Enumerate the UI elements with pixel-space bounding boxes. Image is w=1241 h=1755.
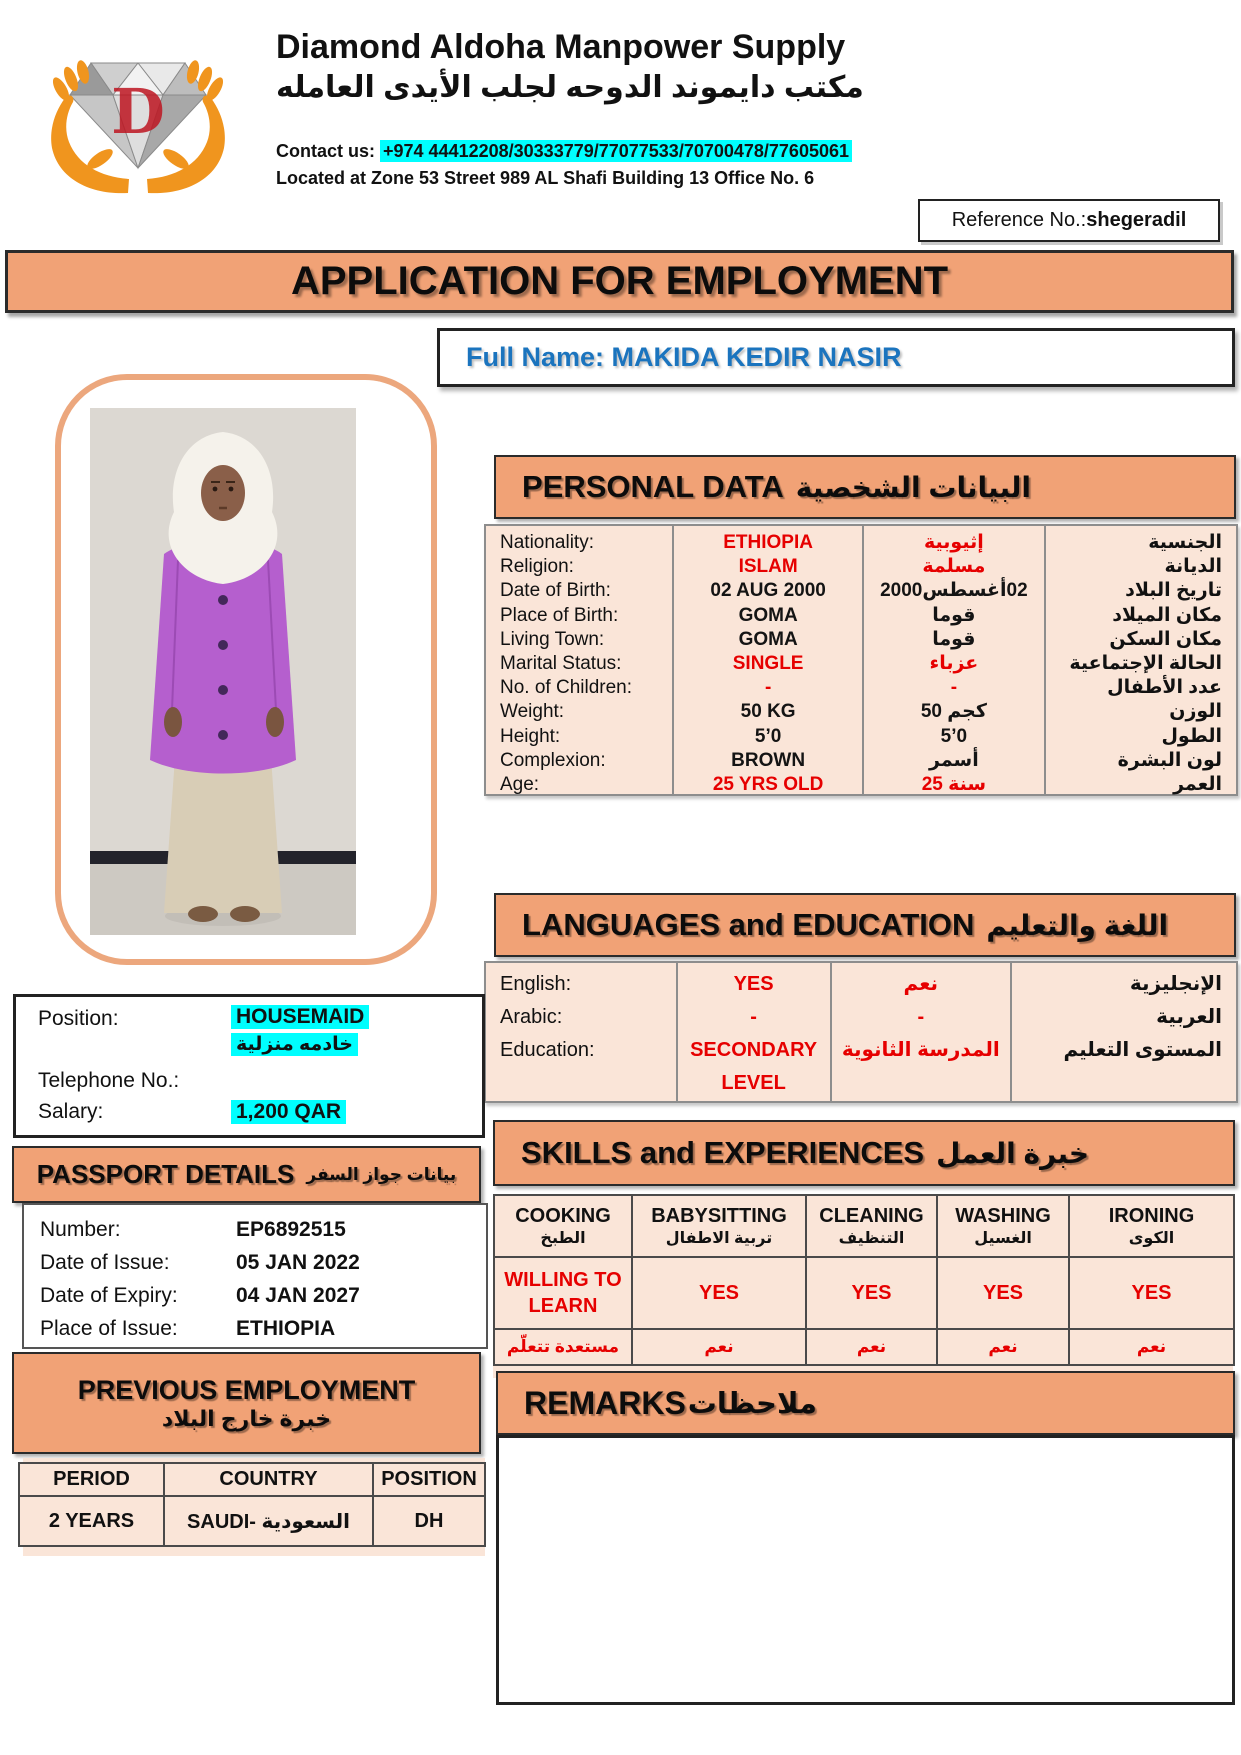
field-label: Date of Expiry: — [40, 1284, 178, 1307]
field-label-arabic: الطول — [1161, 725, 1222, 747]
table-cell: DH — [414, 1509, 444, 1532]
field-label: Age: — [500, 773, 540, 795]
skill-value-text: WILLING TO LEARN — [504, 1269, 622, 1317]
field-label: Number: — [40, 1218, 121, 1241]
position-label: Position: — [38, 1007, 119, 1030]
field-value: LEVEL — [721, 1072, 786, 1094]
skill-name-arabic: التنظيف — [838, 1229, 905, 1247]
field-value-arabic: 02أغسطس2000 — [880, 580, 1028, 602]
field-label: Place of Issue: — [40, 1317, 178, 1340]
field-label: Weight: — [500, 701, 565, 723]
field-label-arabic: الديانة — [1164, 556, 1222, 578]
personal-data-title: PERSONAL DATA — [522, 469, 784, 504]
personal-data-header — [494, 455, 1236, 519]
field-label: Arabic: — [500, 1006, 563, 1028]
field-value: SINGLE — [732, 652, 804, 674]
reference-value: shegeradil — [1086, 209, 1187, 231]
field-label: Place of Birth: — [500, 604, 619, 626]
passport-row — [24, 1246, 486, 1279]
skill-value-text: YES — [698, 1282, 740, 1304]
skill-name: WASHING — [955, 1204, 1051, 1227]
passport-title-arabic: بيانات جواز السفر — [306, 1164, 457, 1184]
passport-details-header — [12, 1146, 481, 1203]
skill-value-arabic — [495, 1330, 633, 1364]
field-label-arabic: المستوى التعليم — [1063, 1039, 1222, 1061]
skill-name: COOKING — [515, 1204, 611, 1227]
field-label-arabic: تاريخ البلاد — [1125, 580, 1222, 602]
field-value: YES — [733, 973, 774, 995]
column-header: COUNTRY — [165, 1464, 374, 1497]
skill-name-arabic: الغسيل — [974, 1229, 1032, 1247]
field-label-arabic: الجنسية — [1148, 532, 1222, 553]
field-value: 5’0 — [754, 725, 782, 747]
field-label-arabic: العمر — [1173, 773, 1222, 795]
languages-title: LANGUAGES and EDUCATION — [522, 907, 975, 942]
skill-header — [495, 1196, 633, 1258]
full-name-box — [437, 328, 1235, 387]
previous-employment-header — [12, 1352, 481, 1454]
language-values-arabic-column — [832, 963, 1013, 1101]
personal-labels-column — [486, 526, 674, 794]
skill-value-text: YES — [982, 1282, 1024, 1304]
field-value-arabic: - — [917, 1006, 925, 1028]
field-value-arabic: 5’0 — [940, 725, 968, 747]
passport-row — [24, 1213, 486, 1246]
field-value-arabic: نعم — [903, 973, 939, 995]
personal-data-table — [484, 524, 1238, 796]
column-header: PERIOD — [20, 1464, 165, 1497]
personal-labels-arabic-column — [1046, 526, 1236, 794]
applicant-photo-image — [90, 408, 356, 935]
languages-education-header — [494, 893, 1236, 957]
column-header: POSITION — [374, 1464, 484, 1497]
field-value-arabic: قوما — [932, 604, 976, 626]
skill-name-arabic: الكوى — [1128, 1229, 1175, 1247]
position-salary-box — [13, 994, 485, 1138]
field-value-arabic: المدرسة الثانوية — [841, 1039, 1000, 1061]
field-value-arabic: 50 كجم — [920, 701, 987, 723]
skill-header — [1070, 1196, 1233, 1258]
field-label: Height: — [500, 725, 561, 747]
applicant-photo — [90, 408, 356, 935]
field-label-arabic: الحالة الإجتماعية — [1069, 652, 1222, 674]
passport-title: PASSPORT DETAILS — [36, 1159, 295, 1189]
field-value: 02 AUG 2000 — [710, 580, 826, 602]
language-labels-column — [486, 963, 678, 1101]
field-label: Date of Issue: — [40, 1251, 170, 1274]
language-labels-arabic-column — [1012, 963, 1236, 1101]
field-label-arabic: الوزن — [1169, 701, 1222, 723]
position-value-arabic: خادمه منزلية — [231, 1033, 358, 1056]
skill-value-arabic-text: نعم — [856, 1337, 887, 1356]
field-value: 05 JAN 2022 — [236, 1251, 360, 1274]
field-label: Marital Status: — [500, 652, 622, 674]
skill-header — [938, 1196, 1070, 1258]
address-line: Located at Zone 53 Street 989 AL Shafi Building 13 Office No. 6 — [276, 168, 815, 188]
field-value: EP6892515 — [236, 1218, 346, 1241]
skill-value — [495, 1258, 633, 1330]
reference-label: Reference No.: — [951, 209, 1087, 231]
skill-name: IRONING — [1108, 1204, 1195, 1227]
field-label: Date of Birth: — [500, 580, 611, 602]
field-value: 50 KG — [740, 701, 796, 723]
field-label-arabic: مكان الميلاد — [1112, 604, 1222, 626]
passport-row — [24, 1279, 486, 1312]
skills-title-arabic: خبرة العمل — [936, 1137, 1090, 1169]
reference-number-box — [918, 199, 1220, 242]
skill-value-arabic — [633, 1330, 807, 1364]
salary-label: Salary: — [38, 1100, 104, 1123]
field-value: 25 YRS OLD — [712, 773, 824, 795]
field-label: Complexion: — [500, 749, 606, 771]
skill-name-arabic: تربية الاطفال — [665, 1229, 773, 1247]
skill-value-arabic — [807, 1330, 938, 1364]
field-label: Living Town: — [500, 628, 605, 650]
field-value-arabic: مسلمة — [922, 556, 986, 578]
personal-data-title-arabic: البيانات الشخصية — [795, 471, 1032, 503]
skill-value-arabic-text: نعم — [704, 1337, 734, 1356]
previous-employment-title: PREVIOUS EMPLOYMENT — [77, 1374, 416, 1405]
field-value: - — [750, 1006, 757, 1028]
skills-table — [493, 1194, 1235, 1366]
field-value: SECONDARY — [690, 1039, 818, 1061]
skills-title: SKILLS and EXPERIENCES — [521, 1135, 925, 1170]
company-name: Diamond Aldoha Manpower Supply — [276, 28, 846, 66]
personal-values-arabic-column — [864, 526, 1045, 794]
skill-value — [1070, 1258, 1233, 1330]
remarks-box — [496, 1435, 1235, 1705]
company-name-arabic: مكتب دايموند الدوحه لجلب الأيدى العامله — [276, 71, 864, 104]
banner-title: APPLICATION FOR EMPLOYMENT — [290, 259, 949, 303]
field-value: ETHIOPIA — [723, 532, 813, 553]
full-name-text: Full Name: MAKIDA KEDIR NASIR — [466, 342, 902, 372]
language-values-column — [678, 963, 832, 1101]
telephone-label: Telephone No.: — [38, 1069, 180, 1092]
remarks-title-arabic: ملاحظات — [687, 1387, 817, 1420]
field-value: BROWN — [731, 749, 806, 771]
svg-text:D: D — [111, 75, 165, 148]
salary-value: 1,200 QAR — [231, 1100, 346, 1124]
field-value: 04 JAN 2027 — [236, 1284, 360, 1307]
field-value: - — [764, 677, 772, 699]
field-value-arabic: عزباء — [929, 652, 979, 674]
previous-employment-table — [18, 1462, 486, 1547]
field-label-arabic: مكان السكن — [1109, 628, 1222, 650]
position-value: HOUSEMAID — [231, 1005, 369, 1029]
skill-value-arabic-text: نعم — [988, 1337, 1018, 1356]
skill-value-arabic — [938, 1330, 1070, 1364]
field-value-arabic: - — [950, 677, 958, 699]
field-label: No. of Children: — [500, 677, 633, 699]
skill-value — [938, 1258, 1070, 1330]
personal-values-column — [674, 526, 864, 794]
skill-value-arabic-text: نعم — [1136, 1337, 1167, 1356]
field-value: ISLAM — [738, 556, 798, 578]
skill-name: BABYSITTING — [651, 1204, 787, 1227]
field-value-arabic: قوما — [932, 628, 976, 650]
remarks-title: REMARKS — [524, 1384, 686, 1421]
table-cell: SAUDI- السعودية — [165, 1497, 374, 1545]
company-logo — [28, 33, 248, 195]
skill-value-text: YES — [1131, 1282, 1172, 1304]
skills-experiences-header — [493, 1120, 1235, 1186]
languages-title-arabic: اللغة والتعليم — [986, 909, 1169, 941]
field-value-arabic: إثيوبية — [924, 532, 984, 553]
languages-table — [484, 961, 1238, 1103]
field-value: GOMA — [738, 628, 798, 650]
contact-numbers: +974 44412208/30333779/77077533/70700478/77605061 — [380, 140, 852, 162]
field-label: Education: — [500, 1039, 595, 1061]
skill-value-arabic — [1070, 1330, 1233, 1364]
field-label-arabic: عدد الأطفال — [1107, 677, 1222, 699]
passport-row — [24, 1312, 486, 1345]
skill-value — [633, 1258, 807, 1330]
field-label-arabic: الإنجليزية — [1129, 973, 1222, 995]
diamond-hands-logo-icon — [28, 33, 248, 195]
field-value-arabic: 25 سنة — [921, 773, 987, 795]
contact-label: Contact us: — [276, 141, 375, 161]
previous-employment-title-arabic: خبرة خارج البلاد — [161, 1405, 332, 1431]
skill-header — [633, 1196, 807, 1258]
skill-header — [807, 1196, 938, 1258]
remarks-header — [496, 1371, 1235, 1435]
table-cell: 2 YEARS — [20, 1497, 165, 1545]
skill-value — [807, 1258, 938, 1330]
skill-name: CLEANING — [819, 1204, 924, 1227]
skill-value-arabic-text: مستعدة تتعلّم — [506, 1337, 620, 1356]
skill-name-arabic: الطبخ — [540, 1229, 586, 1247]
field-value: ETHIOPIA — [236, 1317, 336, 1340]
field-label-arabic: العربية — [1156, 1006, 1222, 1028]
field-value: GOMA — [738, 604, 798, 626]
contact-line — [276, 141, 852, 162]
field-label: Religion: — [500, 556, 574, 578]
application-title-banner — [5, 250, 1234, 313]
skill-value-text: YES — [851, 1282, 892, 1304]
passport-details-box — [22, 1203, 488, 1349]
field-label: English: — [500, 973, 572, 995]
field-label-arabic: لون البشرة — [1117, 749, 1222, 771]
field-label: Nationality: — [500, 532, 594, 553]
field-value-arabic: أسمر — [929, 749, 979, 771]
